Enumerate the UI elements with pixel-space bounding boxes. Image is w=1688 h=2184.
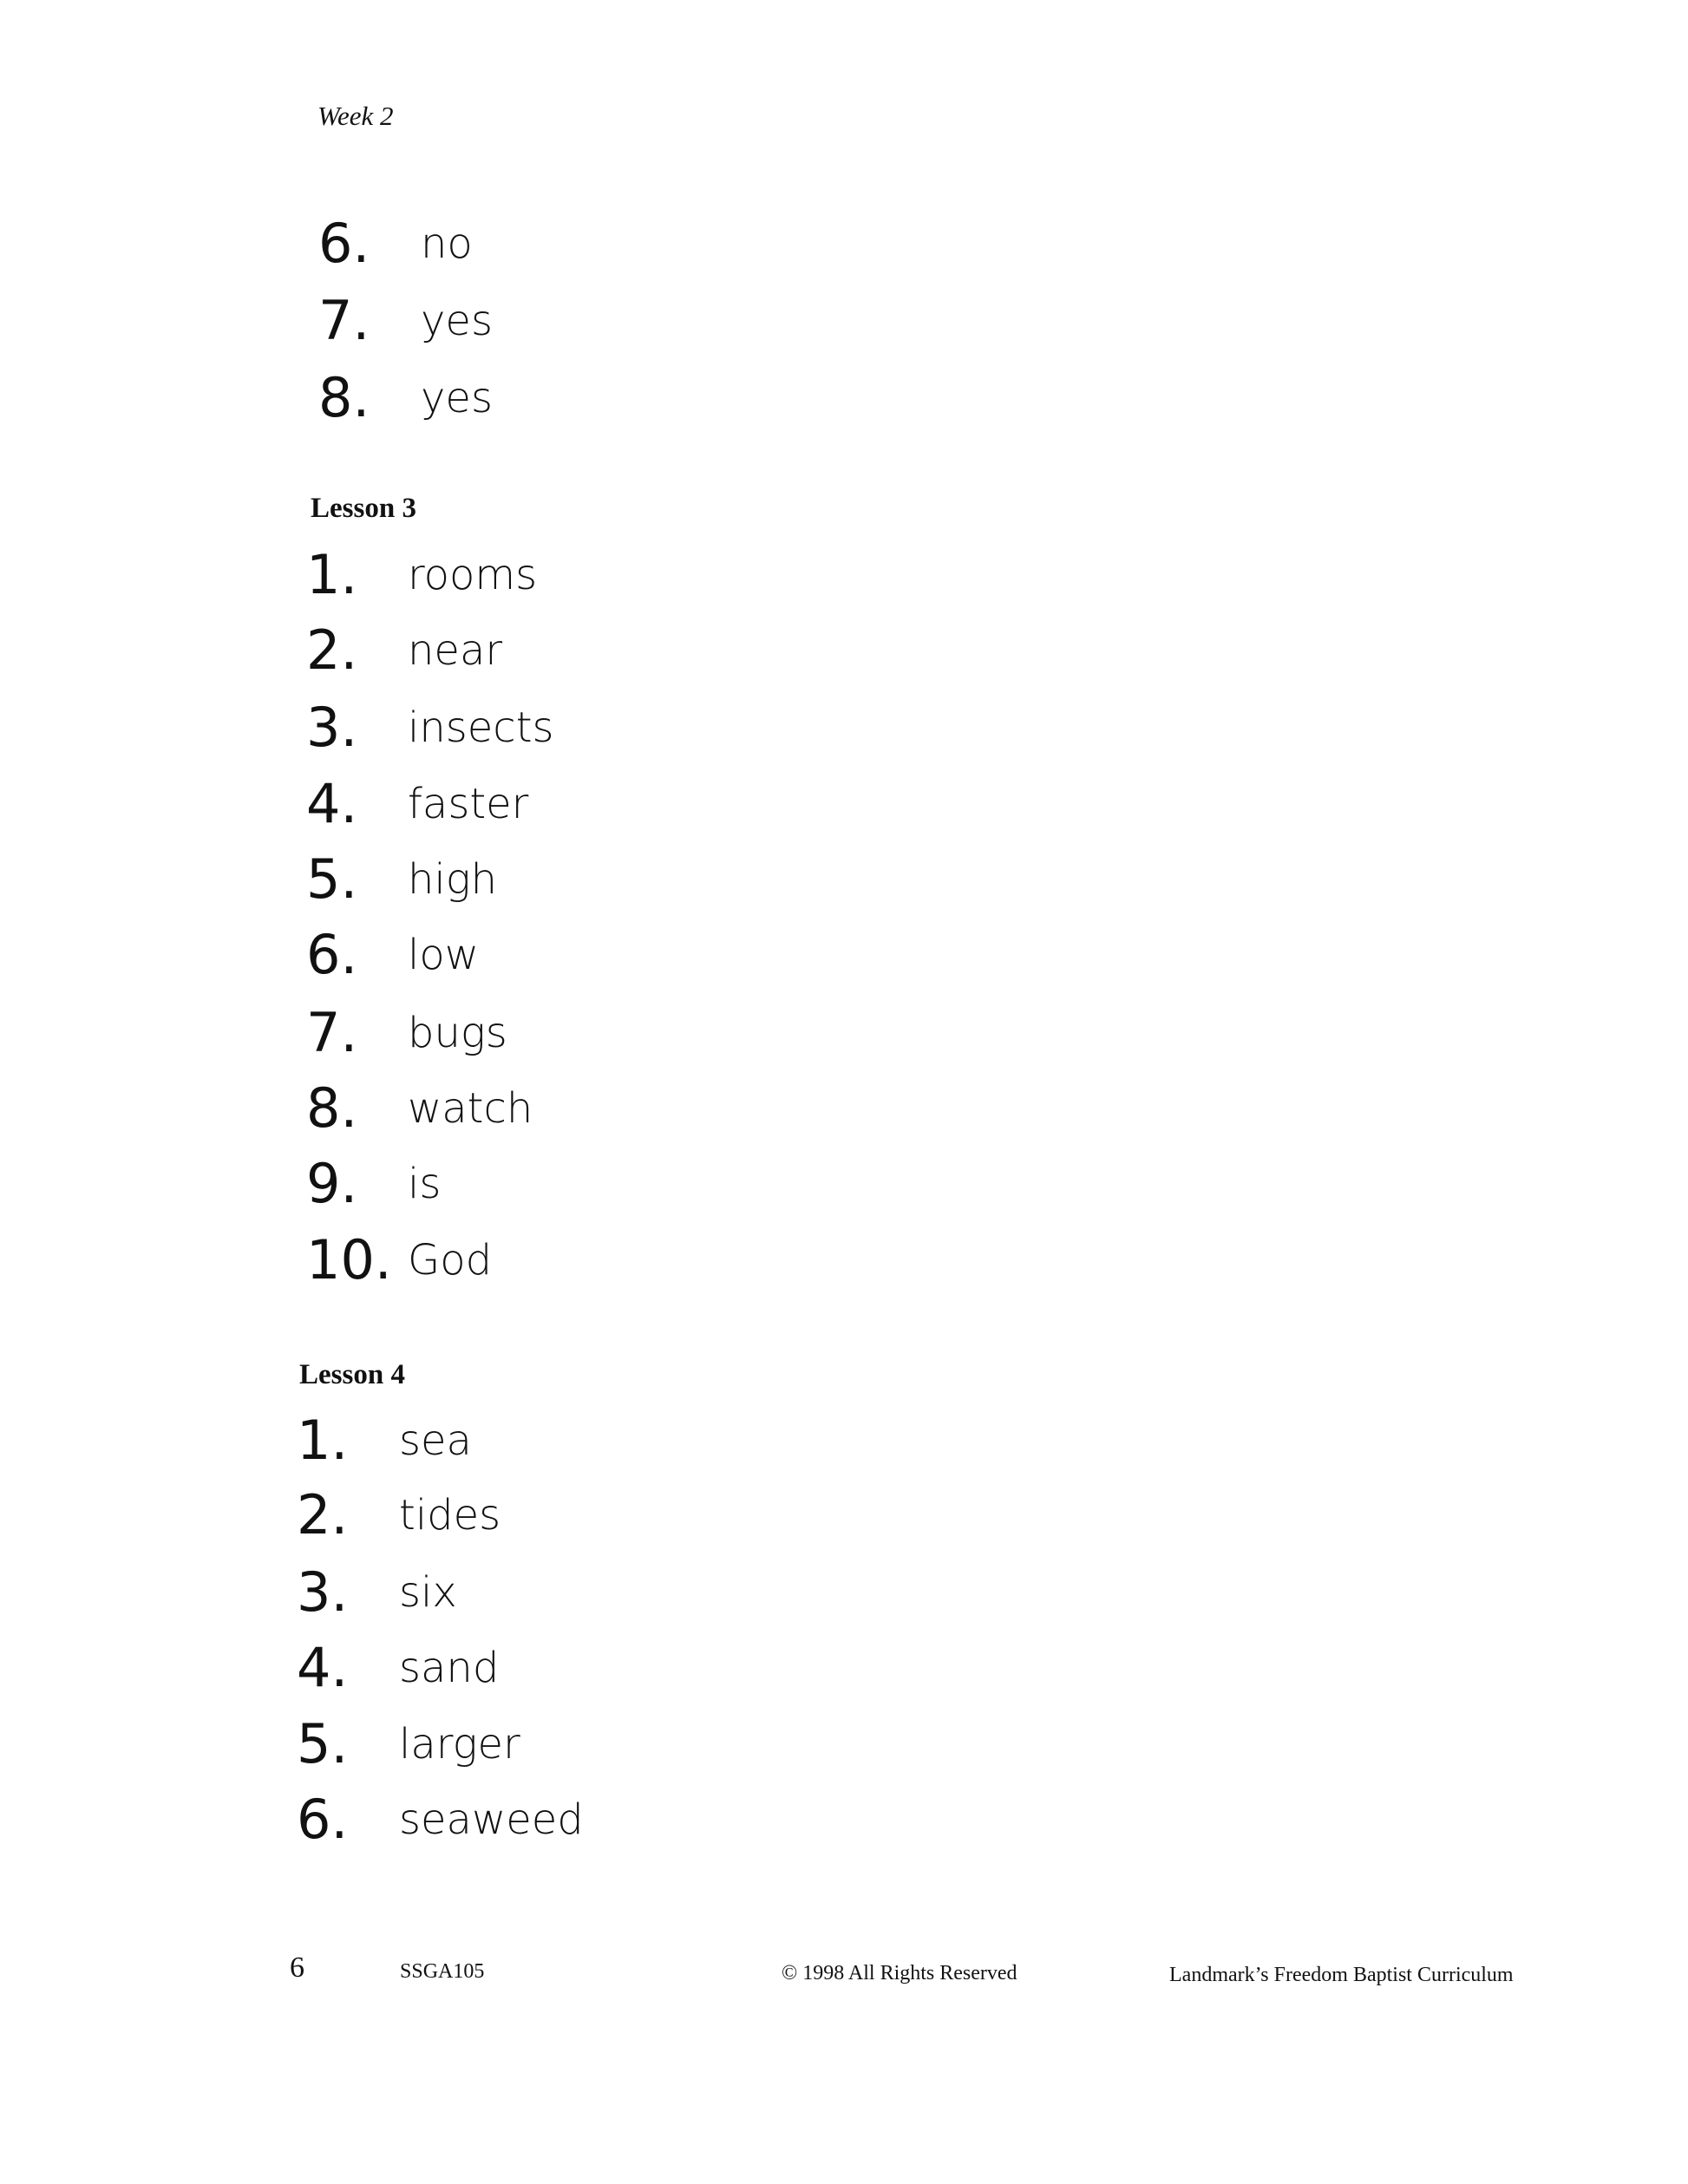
item-number: 3.	[306, 696, 358, 759]
item-number: 2.	[297, 1483, 349, 1546]
document-code: SSGA105	[400, 1960, 485, 1983]
copyright-notice: © 1998 All Rights Reserved	[782, 1962, 1017, 1985]
item-number: 6.	[318, 212, 370, 275]
item-number: 9.	[306, 1152, 358, 1215]
item-answer: faster	[408, 780, 529, 828]
item-number: 5.	[306, 847, 358, 911]
item-number: 8.	[306, 1076, 358, 1140]
item-number: 1.	[297, 1409, 349, 1472]
item-number: 4.	[297, 1636, 349, 1699]
item-answer: tides	[399, 1491, 501, 1540]
item-answer: no	[421, 219, 473, 268]
item-answer: God	[408, 1236, 493, 1285]
item-answer: yes	[421, 297, 493, 345]
item-number: 4.	[306, 772, 358, 835]
item-number: 5.	[297, 1712, 349, 1775]
item-number: 7.	[318, 289, 370, 352]
item-answer: six	[399, 1568, 457, 1617]
item-answer: low	[408, 931, 479, 979]
item-answer: bugs	[408, 1009, 507, 1057]
page-number: 6	[290, 1952, 304, 1984]
item-number: 8.	[318, 366, 370, 429]
item-answer: watch	[408, 1084, 533, 1133]
item-answer: rooms	[408, 551, 538, 599]
item-answer: sea	[399, 1416, 472, 1465]
item-answer: yes	[421, 374, 493, 422]
week-label: Week 2	[317, 101, 394, 131]
item-number: 1.	[306, 543, 358, 606]
item-answer: high	[408, 855, 497, 904]
item-number: 2.	[306, 618, 358, 682]
item-number: 3.	[297, 1560, 349, 1624]
item-answer: sand	[399, 1644, 500, 1692]
item-number: 6.	[306, 923, 358, 986]
item-number: 6.	[297, 1788, 349, 1851]
item-number: 10.	[306, 1228, 392, 1291]
item-answer: seaweed	[399, 1795, 584, 1844]
lesson-3-heading: Lesson 3	[311, 493, 416, 524]
item-answer: is	[408, 1160, 442, 1208]
item-answer: larger	[399, 1720, 520, 1769]
publisher-name: Landmark’s Freedom Baptist Curriculum	[1169, 1964, 1514, 1986]
item-number: 7.	[306, 1001, 358, 1064]
lesson-4-heading: Lesson 4	[299, 1359, 405, 1390]
item-answer: near	[408, 626, 503, 675]
item-answer: insects	[408, 703, 554, 752]
